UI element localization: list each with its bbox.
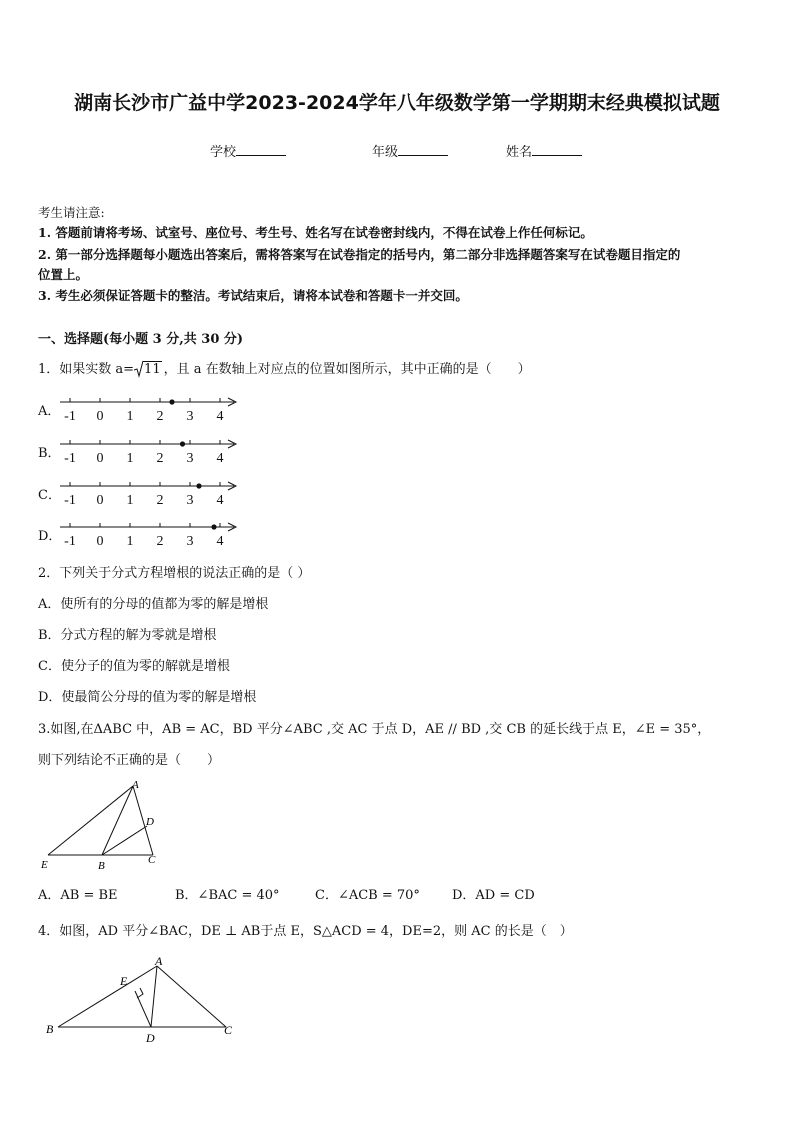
point-a-dot [169, 399, 174, 404]
q4-point-a: A [155, 954, 163, 968]
tick-label: -1 [64, 409, 76, 424]
q1-option-b[interactable]: B． [38, 446, 61, 461]
q1-numberline-c [58, 476, 248, 508]
name-label: 姓名 [506, 145, 533, 160]
q1-option-d[interactable]: D． [38, 529, 62, 544]
q3-point-a: A [132, 779, 139, 791]
tick-label: 3 [186, 409, 194, 424]
q3-point-b: B [98, 860, 105, 872]
tick-label: 2 [156, 409, 164, 424]
grade-field[interactable] [372, 141, 448, 160]
q3-point-e: E [41, 859, 48, 871]
q1-option-c[interactable]: C． [38, 488, 61, 503]
q2-option-d[interactable]: D．使最简公分母的值为零的解是增根 [38, 690, 257, 705]
q1-stem-pre: 1．如果实数 a= [38, 362, 135, 377]
tick-label: 2 [156, 451, 164, 466]
point-a-dot [196, 483, 201, 488]
point-a-dot [180, 441, 185, 446]
tick-label: 4 [216, 493, 224, 508]
q3-stem-line2: 则下列结论不正确的是（ ） [38, 753, 221, 768]
tick-label: 3 [186, 534, 194, 549]
q2-option-a[interactable]: A．使所有的分母的值都为零的解是增根 [38, 597, 269, 612]
tick-label: 1 [126, 451, 134, 466]
q3-option-a[interactable]: A．AB = BE [38, 888, 118, 903]
q2-option-b[interactable]: B．分式方程的解为零就是增根 [38, 628, 217, 643]
school-label: 学校 [210, 145, 237, 160]
notice-item-2-cont: 位置上。 [38, 267, 89, 282]
notice-item-3: 3. 考生必须保证答题卡的整洁。考试结束后，请将本试卷和答题卡一并交回。 [38, 288, 468, 303]
notice-item-1: 1. 答题前请将考场、试室号、座位号、考生号、姓名写在试卷密封线内，不得在试卷上作任何标记。 [38, 225, 593, 240]
section-heading: 一、选择题(每小题 3 分,共 30 分) [38, 332, 244, 347]
school-field[interactable] [210, 141, 286, 160]
q2-option-c[interactable]: C．使分子的值为零的解就是增根 [38, 659, 230, 674]
tick-label: 1 [126, 493, 134, 508]
grade-blank[interactable] [398, 142, 448, 156]
grade-label: 年级 [372, 145, 399, 160]
tick-label: 1 [126, 534, 134, 549]
point-a-dot [211, 524, 216, 529]
q3-point-c: C [148, 854, 156, 866]
q1-option-a[interactable]: A． [38, 404, 61, 419]
q4-point-c: C [224, 1023, 233, 1037]
q1-numberline-d [58, 517, 248, 549]
q4-stem: 4．如图，AD 平分∠BAC，DE ⊥ AB于点 E，S△ACD = 4，DE=2，则 AC 的长是（ ） [38, 924, 573, 939]
tick-label: 3 [186, 493, 194, 508]
tick-label: 0 [96, 534, 104, 549]
tick-label: -1 [64, 493, 76, 508]
name-field[interactable] [506, 141, 582, 160]
q1-stem-post: ，且 a 在数轴上对应点的位置如图所示，其中正确的是（ ） [163, 362, 531, 377]
tick-label: 2 [156, 534, 164, 549]
q3-option-b[interactable]: B．∠BAC = 40° [175, 888, 280, 903]
tick-label: 0 [96, 493, 104, 508]
q4-figure [40, 953, 240, 1048]
q4-point-e: E [120, 974, 128, 988]
notice-heading: 考生请注意: [38, 205, 105, 220]
q1-numberline-a [58, 392, 248, 424]
q3-point-d: D [146, 816, 154, 828]
school-blank[interactable] [236, 142, 286, 156]
q3-option-d[interactable]: D．AD = CD [452, 888, 535, 903]
tick-label: 4 [216, 451, 224, 466]
tick-label: 1 [126, 409, 134, 424]
exam-title: 湖南长沙市广益中学2023-2024学年八年级数学第一学期期末经典模拟试题 [74, 92, 720, 114]
q1-radicand: 11 [144, 362, 161, 377]
q4-point-d: D [146, 1031, 155, 1045]
tick-label: 4 [216, 534, 224, 549]
q3-stem-line1: 3.如图,在ΔABC 中，AB = AC，BD 平分∠ABC ,交 AC 于点 D，AE // BD ,交 CB 的延长线于点 E，∠E = 35°， [38, 722, 711, 737]
name-blank[interactable] [532, 142, 582, 156]
sqrt-icon [134, 362, 162, 377]
q1-numberline-b [58, 434, 248, 466]
tick-label: 4 [216, 409, 224, 424]
q1-stem [38, 358, 531, 377]
notice-item-2: 2. 第一部分选择题每小题选出答案后，需将答案写在试卷指定的括号内，第二部分非选择题答案写在试卷题目指定的 [38, 247, 681, 262]
q3-figure [36, 777, 176, 873]
tick-label: 3 [186, 451, 194, 466]
tick-label: -1 [64, 534, 76, 549]
tick-label: 2 [156, 493, 164, 508]
q4-point-b: B [46, 1022, 54, 1036]
q3-option-c[interactable]: C．∠ACB = 70° [315, 888, 420, 903]
tick-label: 0 [96, 451, 104, 466]
tick-label: 0 [96, 409, 104, 424]
q2-stem: 2．下列关于分式方程增根的说法正确的是（ ） [38, 566, 311, 581]
tick-label: -1 [64, 451, 76, 466]
